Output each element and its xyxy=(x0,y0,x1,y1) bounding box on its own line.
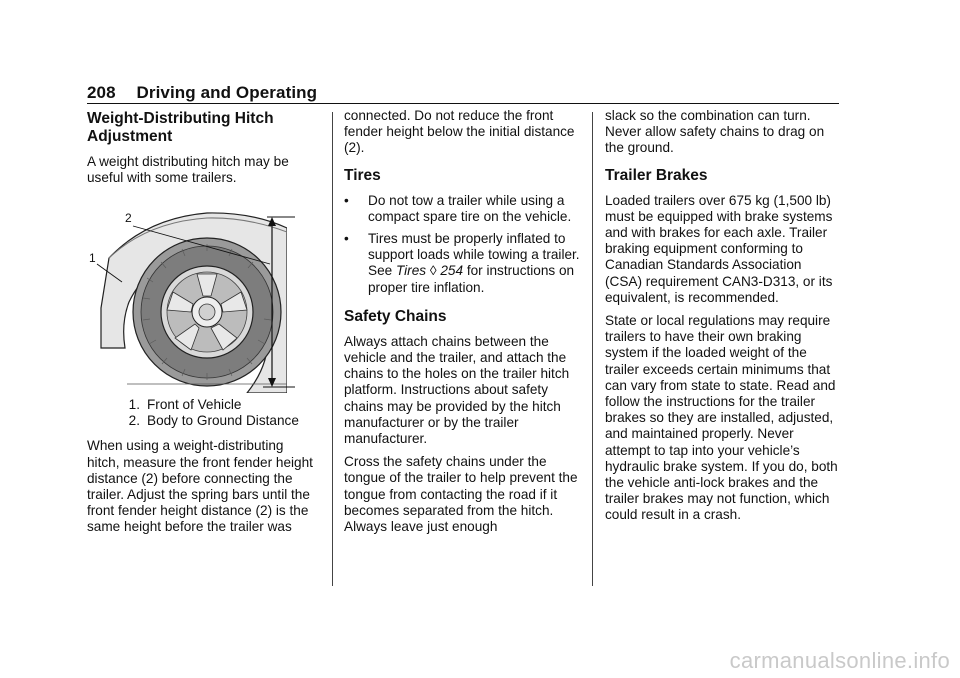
bullet-icon: • xyxy=(344,192,349,208)
column-1 xyxy=(87,108,315,543)
legend-item: 2. Body to Ground Distance xyxy=(128,413,299,429)
figure-callout-2: 2 xyxy=(125,211,132,226)
column-3 xyxy=(605,108,841,531)
column-divider-2 xyxy=(592,112,593,586)
column-divider-1 xyxy=(332,112,333,586)
fender-height-figure xyxy=(87,198,315,393)
page-number: 208 xyxy=(87,83,116,102)
chains-paragraph-continued: slack so the combination can turn. Never allow safety chains to drag on the ground. xyxy=(605,108,825,156)
column-2 xyxy=(344,108,580,542)
legend-item: 1. Front of Vehicle xyxy=(128,397,242,413)
chains-paragraph-1: Always attach chains between the vehicle and the trailer, and attach the chains to the holes on the trailer hitch platform. Instructions about safety chains may be provided by the hitch manufacturer or by the trailer manufacturer. xyxy=(344,333,570,447)
brakes-paragraph-1: Loaded trailers over 675 kg (1,500 lb) must be equipped with brake systems and with brakes for each axle. Trailer braking equipment conforming to Canadian Standards Association (CSA) requirement CAN3-D313, or its equivalent, is recommended. xyxy=(605,192,833,305)
hitch-paragraph-continued: connected. Do not reduce the front fender height below the initial distance (2). xyxy=(344,108,575,156)
bullet-icon: • xyxy=(344,231,349,247)
brakes-paragraph-2: State or local regulations may require trailers to have their own braking system if the loaded weight of the trailer exceeds certain minimums that can vary from state to state. Read and follow the instructions for the trailer brakes so they are installed, adjusted, and maintained properly. Never attempt to tap into your vehicle’s hydraulic brake system. If you do, both the vehicle anti-lock brakes and the trailer brakes may not function, which could result in a crash. xyxy=(605,313,838,523)
chains-paragraph-2: Cross the safety chains under the tongue of the trailer to help prevent the tongue from contacting the road if it becomes separated from the hitch. Always leave just enough xyxy=(344,454,578,535)
header-rule xyxy=(87,103,839,104)
watermark: carmanualsonline.info xyxy=(729,648,950,673)
tires-heading: Tires xyxy=(344,166,381,184)
safety-chains-heading: Safety Chains xyxy=(344,307,447,325)
hitch-intro: A weight distributing hitch may be useful with some trailers. xyxy=(87,154,289,186)
list-item: • Tires must be properly inflated to support loads while towing a trailer. See Tires ◊ 254 for instructions on proper tire inflation. xyxy=(344,231,580,295)
page-ref-arrow-icon: ◊ xyxy=(429,263,437,279)
section-title: Driving and Operating xyxy=(136,83,318,102)
trailer-brakes-heading: Trailer Brakes xyxy=(605,166,708,184)
hitch-heading: Weight-Distributing Hitch Adjustment xyxy=(87,110,274,145)
wheel-illustration xyxy=(87,198,315,393)
tires-cross-reference-link[interactable]: Tires ◊ 254 xyxy=(395,263,464,279)
hitch-paragraph: When using a weight-distributing hitch, measure the front fender height distance (2) before connecting the trailer. Adjust the spring bars until the front fender height distance (2) is the same height before the trailer was xyxy=(87,438,313,535)
list-item: • Do not tow a trailer while using a compact spare tire on the vehicle. xyxy=(344,192,572,224)
page-header xyxy=(87,83,317,103)
figure-legend xyxy=(87,397,315,429)
figure-callout-1: 1 xyxy=(89,251,96,266)
